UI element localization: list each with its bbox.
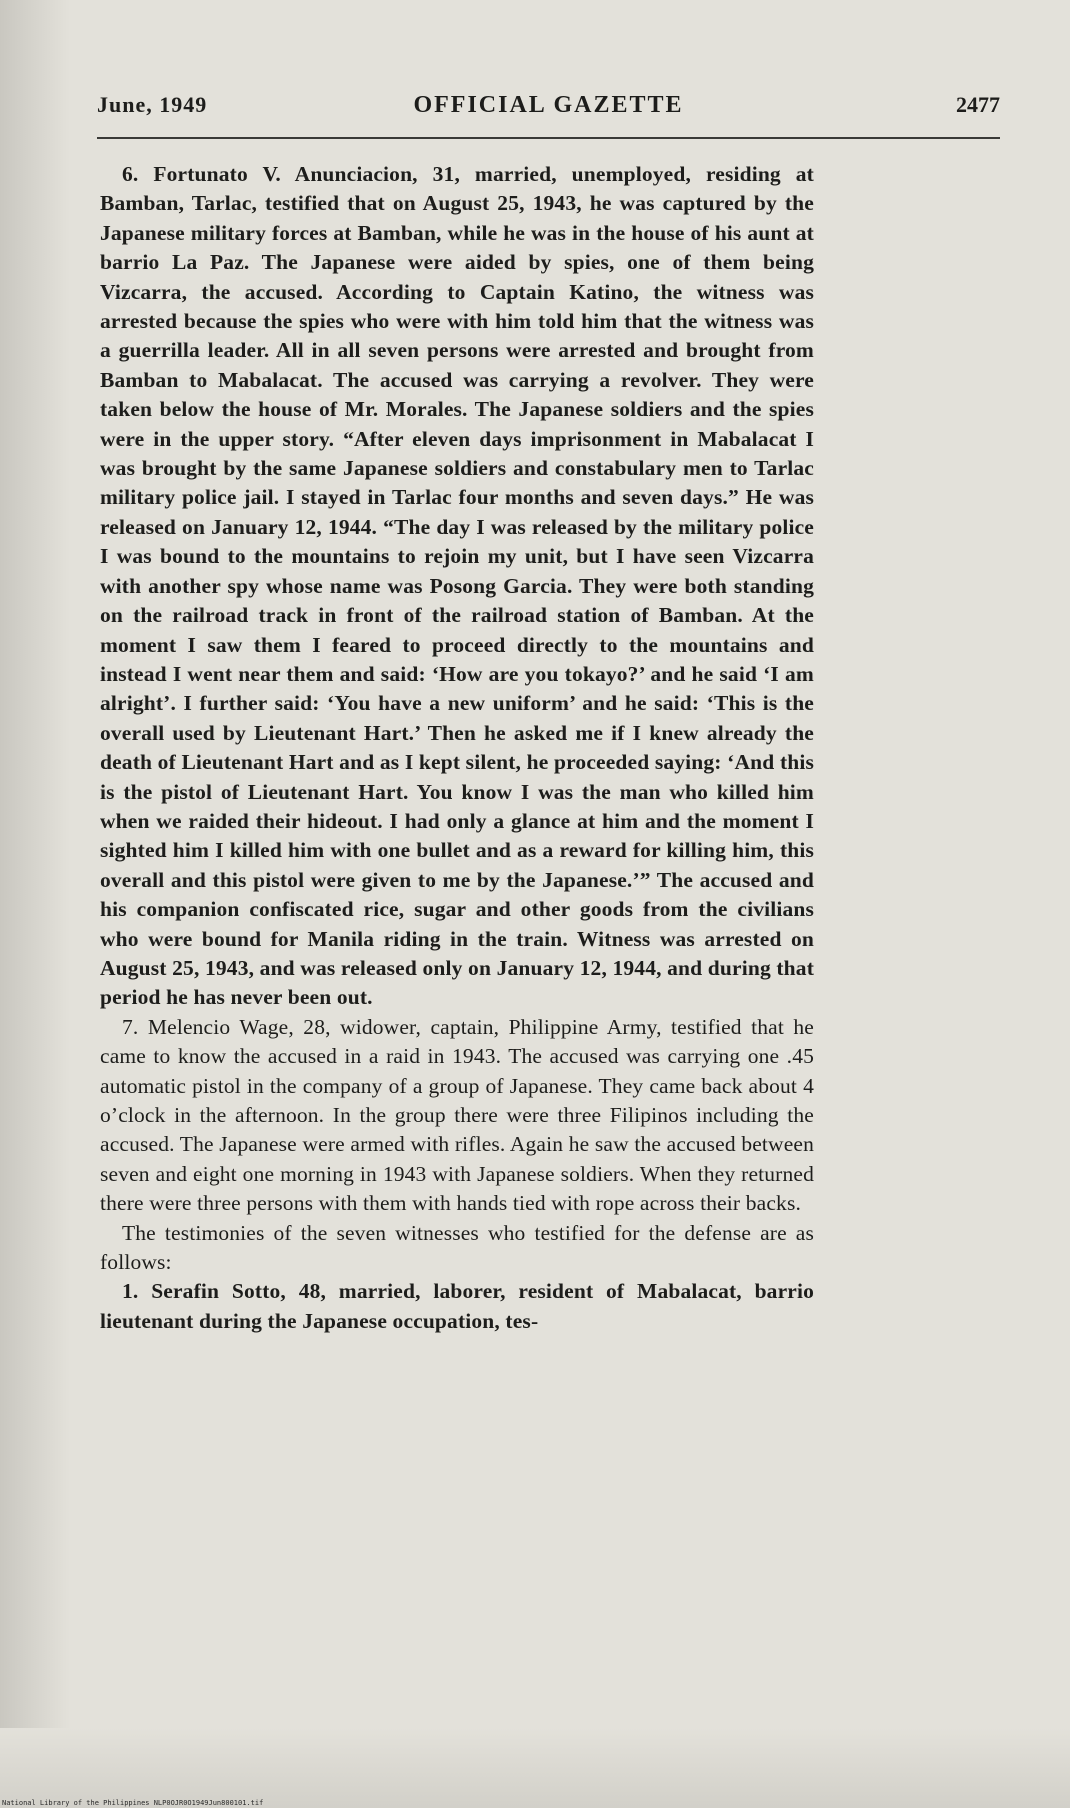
- paragraph-7: 7. Melencio Wage, 28, widower, captain, Philippine Army, testified that he came to know the accused in a raid in 1943. The accused was carrying one .45 automatic pistol in the company of a group of Japanese. They came back about 4 o’clock in the afternoon. In the group there were three Filipinos including the accused. The Japanese were armed with rifles. Again he saw the accused between seven and eight one morning in 1943 with Japanese soldiers. When they returned there were three persons with them with hands tied with rope across their backs.: [100, 1014, 814, 1216]
- scan-shade-bottom: [0, 1728, 1070, 1808]
- page-header: [97, 92, 1000, 128]
- header-title: OFFICIAL GAZETTE: [413, 92, 684, 118]
- header-rule: [97, 137, 1000, 139]
- paragraph-defense-intro: The testimonies of the seven witnesses who testified for the defense are as follows:: [100, 1220, 814, 1275]
- scan-shade-left: [0, 0, 70, 1808]
- header-date: June, 1949: [97, 92, 208, 117]
- scan-footer-note: National Library of the Philippines NLP0OJR0O1949Jun800101.tif: [2, 1799, 264, 1807]
- body-text: [100, 160, 814, 1336]
- page-number: 2477: [956, 92, 1000, 117]
- paragraph-6: 6. Fortunato V. Anunciacion, 31, married, unemployed, residing at Bamban, Tarlac, testified that on August 25, 1943, he was captured by the Japanese military forces at Bamban, while he was in the house of his aunt at barrio La Paz. The Japanese were aided by spies, one of them being Vizcarra, the accused. According to Captain Katino, the witness was arrested because the spies who were with him told him that the witness was a guerrilla leader. All in all seven persons were arrested and brought from Bamban to Mabalacat. The accused was carrying a revolver. They were taken below the house of Mr. Morales. The Japanese soldiers and the spies were in the upper story. “After eleven days imprisonment in Mabalacat I was brought by the same Japanese soldiers and constabulary men to Tarlac military police jail. I stayed in Tarlac four months and seven days.” He was released on January 12, 1944. “The day I was released by the military police I was bound to the mountains to rejoin my unit, but I have seen Vizcarra with another spy whose name was Posong Garcia. They were both standing on the railroad track in front of the railroad station of Bamban. At the moment I saw them I feared to proceed directly to the mountains and instead I went near them and said: ‘How are you tokayo?’ and he said ‘I am alright’. I further said: ‘You have a new uniform’ and he said: ‘This is the overall used by Lieutenant Hart.’ Then he asked me if I knew already the death of Lieutenant Hart and as I kept silent, he proceeded saying: ‘And this is the pistol of Lieutenant Hart. You know I was the man who killed him when we raided their hideout. I had only a glance at him and the moment I sighted him I killed him with one bullet and as a reward for killing him, this overall and this pistol were given to me by the Japanese.’” The accused and his companion confiscated rice, sugar and other goods from the civilians who were bound for Manila riding in the train. Witness was arrested on August 25, 1943, and was released only on January 12, 1944, and during that period he has never been out.: [100, 162, 814, 1010]
- paragraph-defense-1: 1. Serafin Sotto, 48, married, laborer, resident of Mabalacat, barrio lieutenant during the Japanese occupation, tes-: [100, 1279, 814, 1333]
